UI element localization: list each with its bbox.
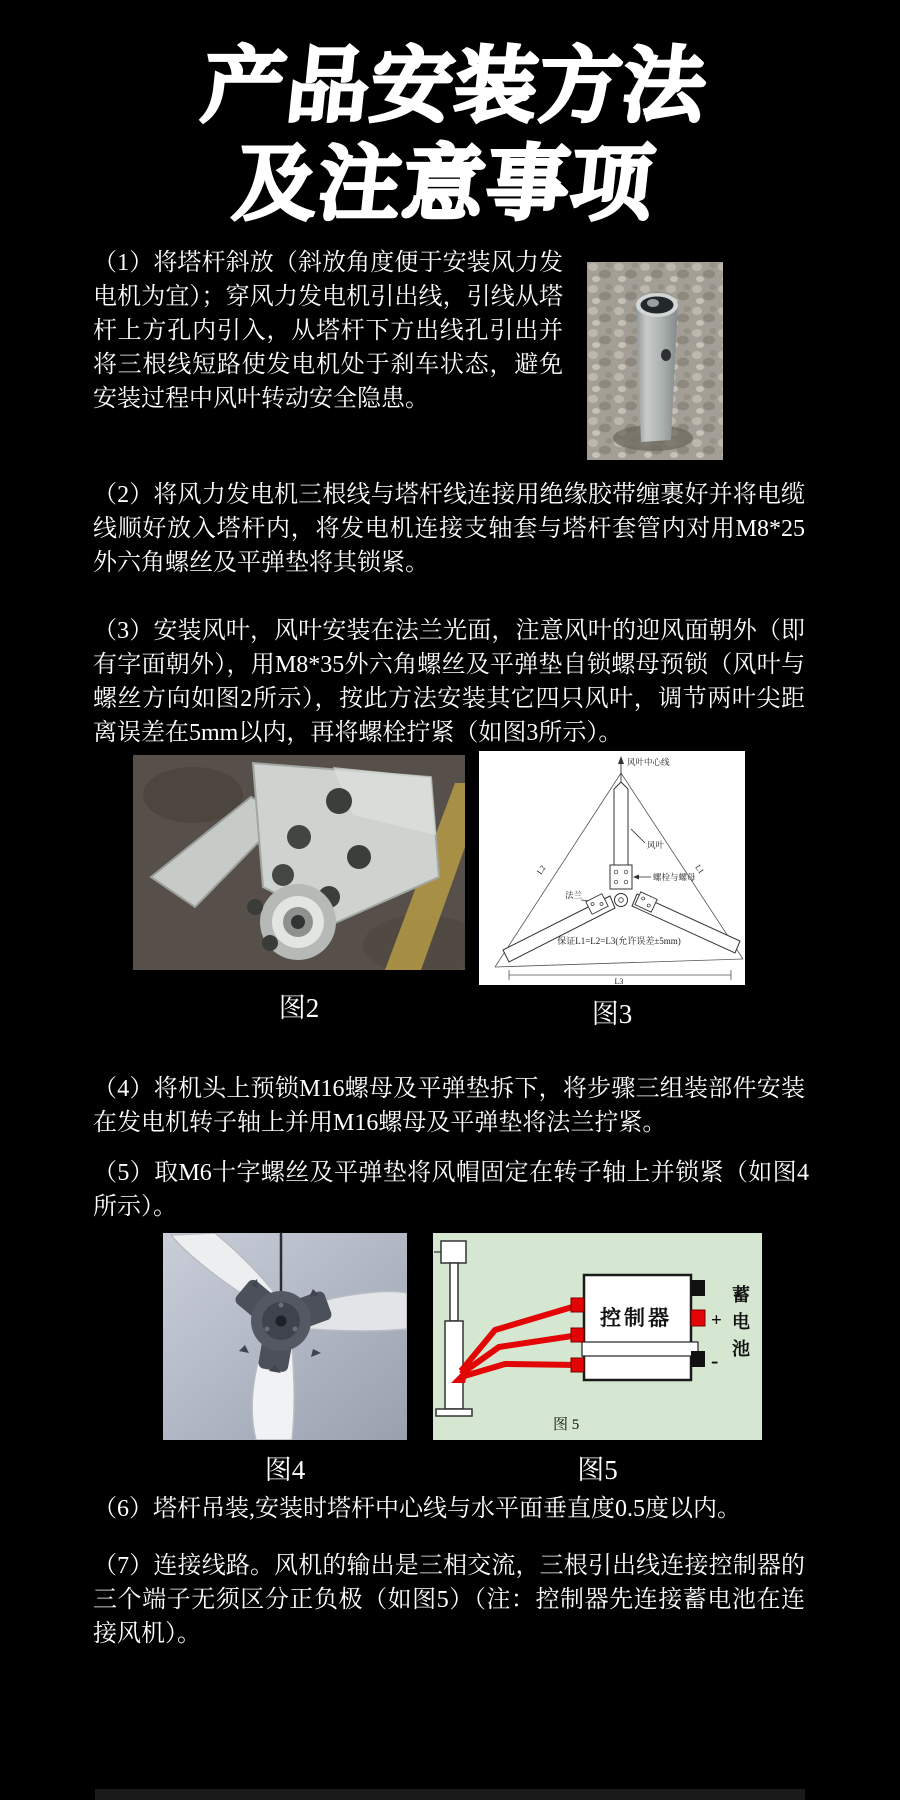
minus-label: -: [711, 1348, 719, 1373]
figure-render-hub-blades: [163, 1233, 407, 1440]
bolt-hole: [347, 845, 371, 869]
inner-figure5-label: 图 5: [553, 1417, 580, 1433]
figure5-caption: 图5: [577, 1455, 618, 1485]
battery-label: 蓄电池: [730, 1285, 750, 1366]
bolt-nut-label: 螺栓与螺母: [653, 872, 696, 882]
step-4-paragraph: （4）将机头上预锁M16螺母及平弹垫拆下，将步骤三组装部件安装在发电机转子轴上并用M16螺母及平弹垫将法兰拧紧。: [93, 1076, 805, 1136]
hub-center-hole: [276, 1316, 287, 1327]
tolerance-note: 保证L1=L2=L3(允许误差±5mm): [557, 936, 681, 946]
blade-alignment-diagram: [479, 751, 745, 985]
output-terminal-black-top: [691, 1280, 705, 1296]
flange-label: 法兰: [565, 890, 583, 900]
inner-bolt: [647, 299, 659, 307]
output-terminal-positive: [691, 1310, 705, 1326]
step-1-paragraph: （1）将塔杆斜放（斜放角度便于安装风力发电机为宜）；穿风力发电机引出线，引线从塔杆上方孔内引入，从塔杆下方出线孔引出并将三根线短路使发电机处于刹车状态，避免安装过程中风叶转动安全隐患。: [93, 250, 563, 412]
blade-label: 风叶: [647, 840, 665, 850]
figure4-caption: 图4: [264, 1455, 306, 1485]
hub-circle: [615, 894, 628, 907]
wiring-diagram: [433, 1233, 762, 1440]
figure-diagram-wiring: [433, 1233, 762, 1440]
plus-label: +: [711, 1310, 722, 1331]
dim-left-label: L2: [535, 863, 548, 877]
bolt-hole: [287, 825, 311, 849]
hub-blades-render: [163, 1233, 407, 1440]
figure-diagram-blade-alignment: [479, 751, 745, 985]
figure-photo-tower-tube: [587, 262, 723, 460]
step-2-paragraph: （2）将风力发电机三根线与塔杆线连接用绝缘胶带缠裹好并将电缆线顺好放入塔杆内，将发电机连接支轴套与塔杆套管内对用M8*25外六角螺丝及平弹垫将其锁紧。: [93, 482, 805, 576]
tower-tube-photo-graphic: [587, 262, 723, 460]
figure3-caption: 图3: [591, 999, 633, 1029]
dim-right-label: L1: [693, 863, 706, 876]
upper-blade: [614, 782, 628, 869]
figure-photo-blade-assembly: [133, 755, 465, 970]
bolt-head: [247, 899, 263, 915]
step-7-paragraph: （7）连接线路。风机的输出是三相交流，三根引出线连接控制器的三个端子无须区分正负极（如图5）（注：控制器先连接蓄电池在连接风机）。: [93, 1553, 805, 1647]
hub-center-hole: [291, 915, 305, 929]
page-title-line1: 产品安装方法: [198, 41, 712, 132]
controller-label: 控制器: [600, 1306, 672, 1330]
blade-assembly-photo-graphic: [133, 755, 465, 970]
dim-bottom-label: L3: [614, 977, 624, 985]
bolt-hole: [326, 788, 352, 814]
output-terminal-negative: [691, 1351, 705, 1367]
step-3-paragraph: （3）安装风叶，风叶安装在法兰光面，注意风叶的迎风面朝外（即有字面朝外），用M8*35外六角螺丝及平弹垫自锁螺母预锁（风叶与螺丝方向如图2所示），按此方法安装其它四只风叶，调节两叶尖距离误差在5mm以内，再将螺栓拧紧（如图3所示）。: [93, 618, 805, 746]
page-title: [0, 38, 900, 234]
bolt-head: [262, 935, 278, 951]
step-6-paragraph: （6）塔杆吊装,安装时塔杆中心线与水平面垂直度0.5度以内。: [93, 1496, 741, 1522]
bolt-block: [610, 865, 632, 889]
step-5-paragraph: （5）取M6十字螺丝及平弹垫将风帽固定在转子轴上并锁紧（如图4所示）。: [93, 1160, 809, 1220]
side-hole: [661, 349, 671, 361]
pole-body: [636, 302, 678, 442]
figure2-caption: 图2: [278, 993, 320, 1023]
controller-lower-strip: [582, 1342, 698, 1356]
bottom-divider: [95, 1789, 805, 1800]
centerline-label: 风叶中心线: [627, 757, 670, 767]
bolt-hole: [272, 864, 294, 886]
input-terminals: [571, 1298, 584, 1372]
page-title-line2: 及注意事项: [230, 139, 660, 230]
